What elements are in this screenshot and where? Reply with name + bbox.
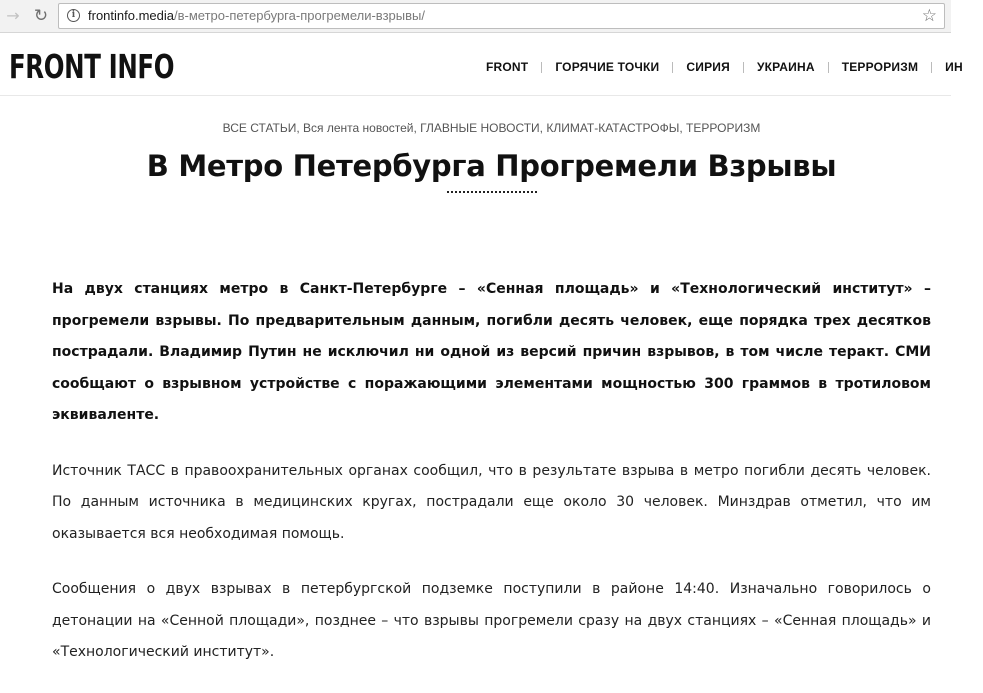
nav-divider (743, 62, 744, 73)
nav-divider (828, 62, 829, 73)
nav-item-front[interactable]: FRONT (486, 60, 529, 74)
address-bar[interactable] (58, 3, 945, 29)
nav-item-ukraine[interactable]: УКРАИНА (756, 60, 815, 74)
nav-divider (672, 62, 673, 73)
info-icon[interactable]: i (67, 9, 80, 22)
nav-item-terrorism[interactable]: ТЕРРОРИЗМ (841, 60, 919, 74)
url-path: /в-метро-петербурга-прогремели-взрывы/ (174, 8, 425, 23)
browser-toolbar (0, 0, 951, 33)
nav-divider (931, 62, 932, 73)
bookmark-star-icon[interactable]: ☆ (921, 6, 937, 26)
category-link[interactable]: ТЕРРОРИЗМ (686, 121, 761, 135)
article-lead: На двух станциях метро в Санкт-Петербурге – «Сенная площадь» и «Технологический институт» – прогремели взрывы. По предварительным данным, погибли десять человек, еще порядка трех десятков пострадали. Владимир Путин не исключил ни одной из версий причин взрывов, в том числе теракт. СМИ сообщают о взрывном устройстве с поражающими элементами мощностью 300 граммов в тротиловом эквиваленте. (52, 281, 931, 423)
category-link[interactable]: ГЛАВНЫЕ НОВОСТИ (420, 121, 540, 135)
article-title: В Метро Петербурга Прогремели Взрывы (146, 149, 837, 183)
title-underline (447, 191, 537, 193)
category-link[interactable]: КЛИМАТ-КАТАСТРОФЫ (546, 121, 680, 135)
article-paragraph: Источник ТАСС в правоохранительных органах сообщил, что в результате взрыва в метро погибли десять человек. По данным источника в медицинских кругах, пострадали еще около 30 человек. Минздрав отметил, что им оказывается вся необходимая помощь. (52, 462, 931, 542)
nav-divider (541, 62, 542, 73)
nav-item-more[interactable]: ИН (945, 60, 963, 74)
main-nav (486, 59, 963, 75)
article-categories: ВСЕ СТАТЬИ, Вся лента новостей, ГЛАВНЫЕ НОВОСТИ, КЛИМАТ-КАТАСТРОФЫ, ТЕРРОРИЗМ (222, 121, 761, 135)
category-link[interactable]: ВСЕ СТАТЬИ (222, 121, 297, 135)
article-body (52, 274, 931, 693)
address-bar-url[interactable] (88, 8, 425, 24)
nav-item-syria[interactable]: СИРИЯ (686, 60, 730, 74)
article-paragraph: Сообщения о двух взрывах в петербургской подземке поступили в районе 14:40. Изначально говорилось о детонации на «Сенной площади», позднее – что взрывы прогремели сразу на двух станциях – «Сенная площадь» и «Технологический институт». (52, 581, 931, 660)
category-link[interactable]: Вся лента новостей (303, 121, 414, 135)
url-host: frontinfo.media (88, 8, 174, 23)
back-arrow-icon[interactable]: → (6, 6, 20, 25)
nav-item-hot-spots[interactable]: ГОРЯЧИЕ ТОЧКИ (555, 60, 660, 74)
reload-icon[interactable]: ↻ (33, 5, 49, 26)
site-logo[interactable]: FRONT INFO (9, 47, 175, 86)
site-header (0, 33, 963, 96)
